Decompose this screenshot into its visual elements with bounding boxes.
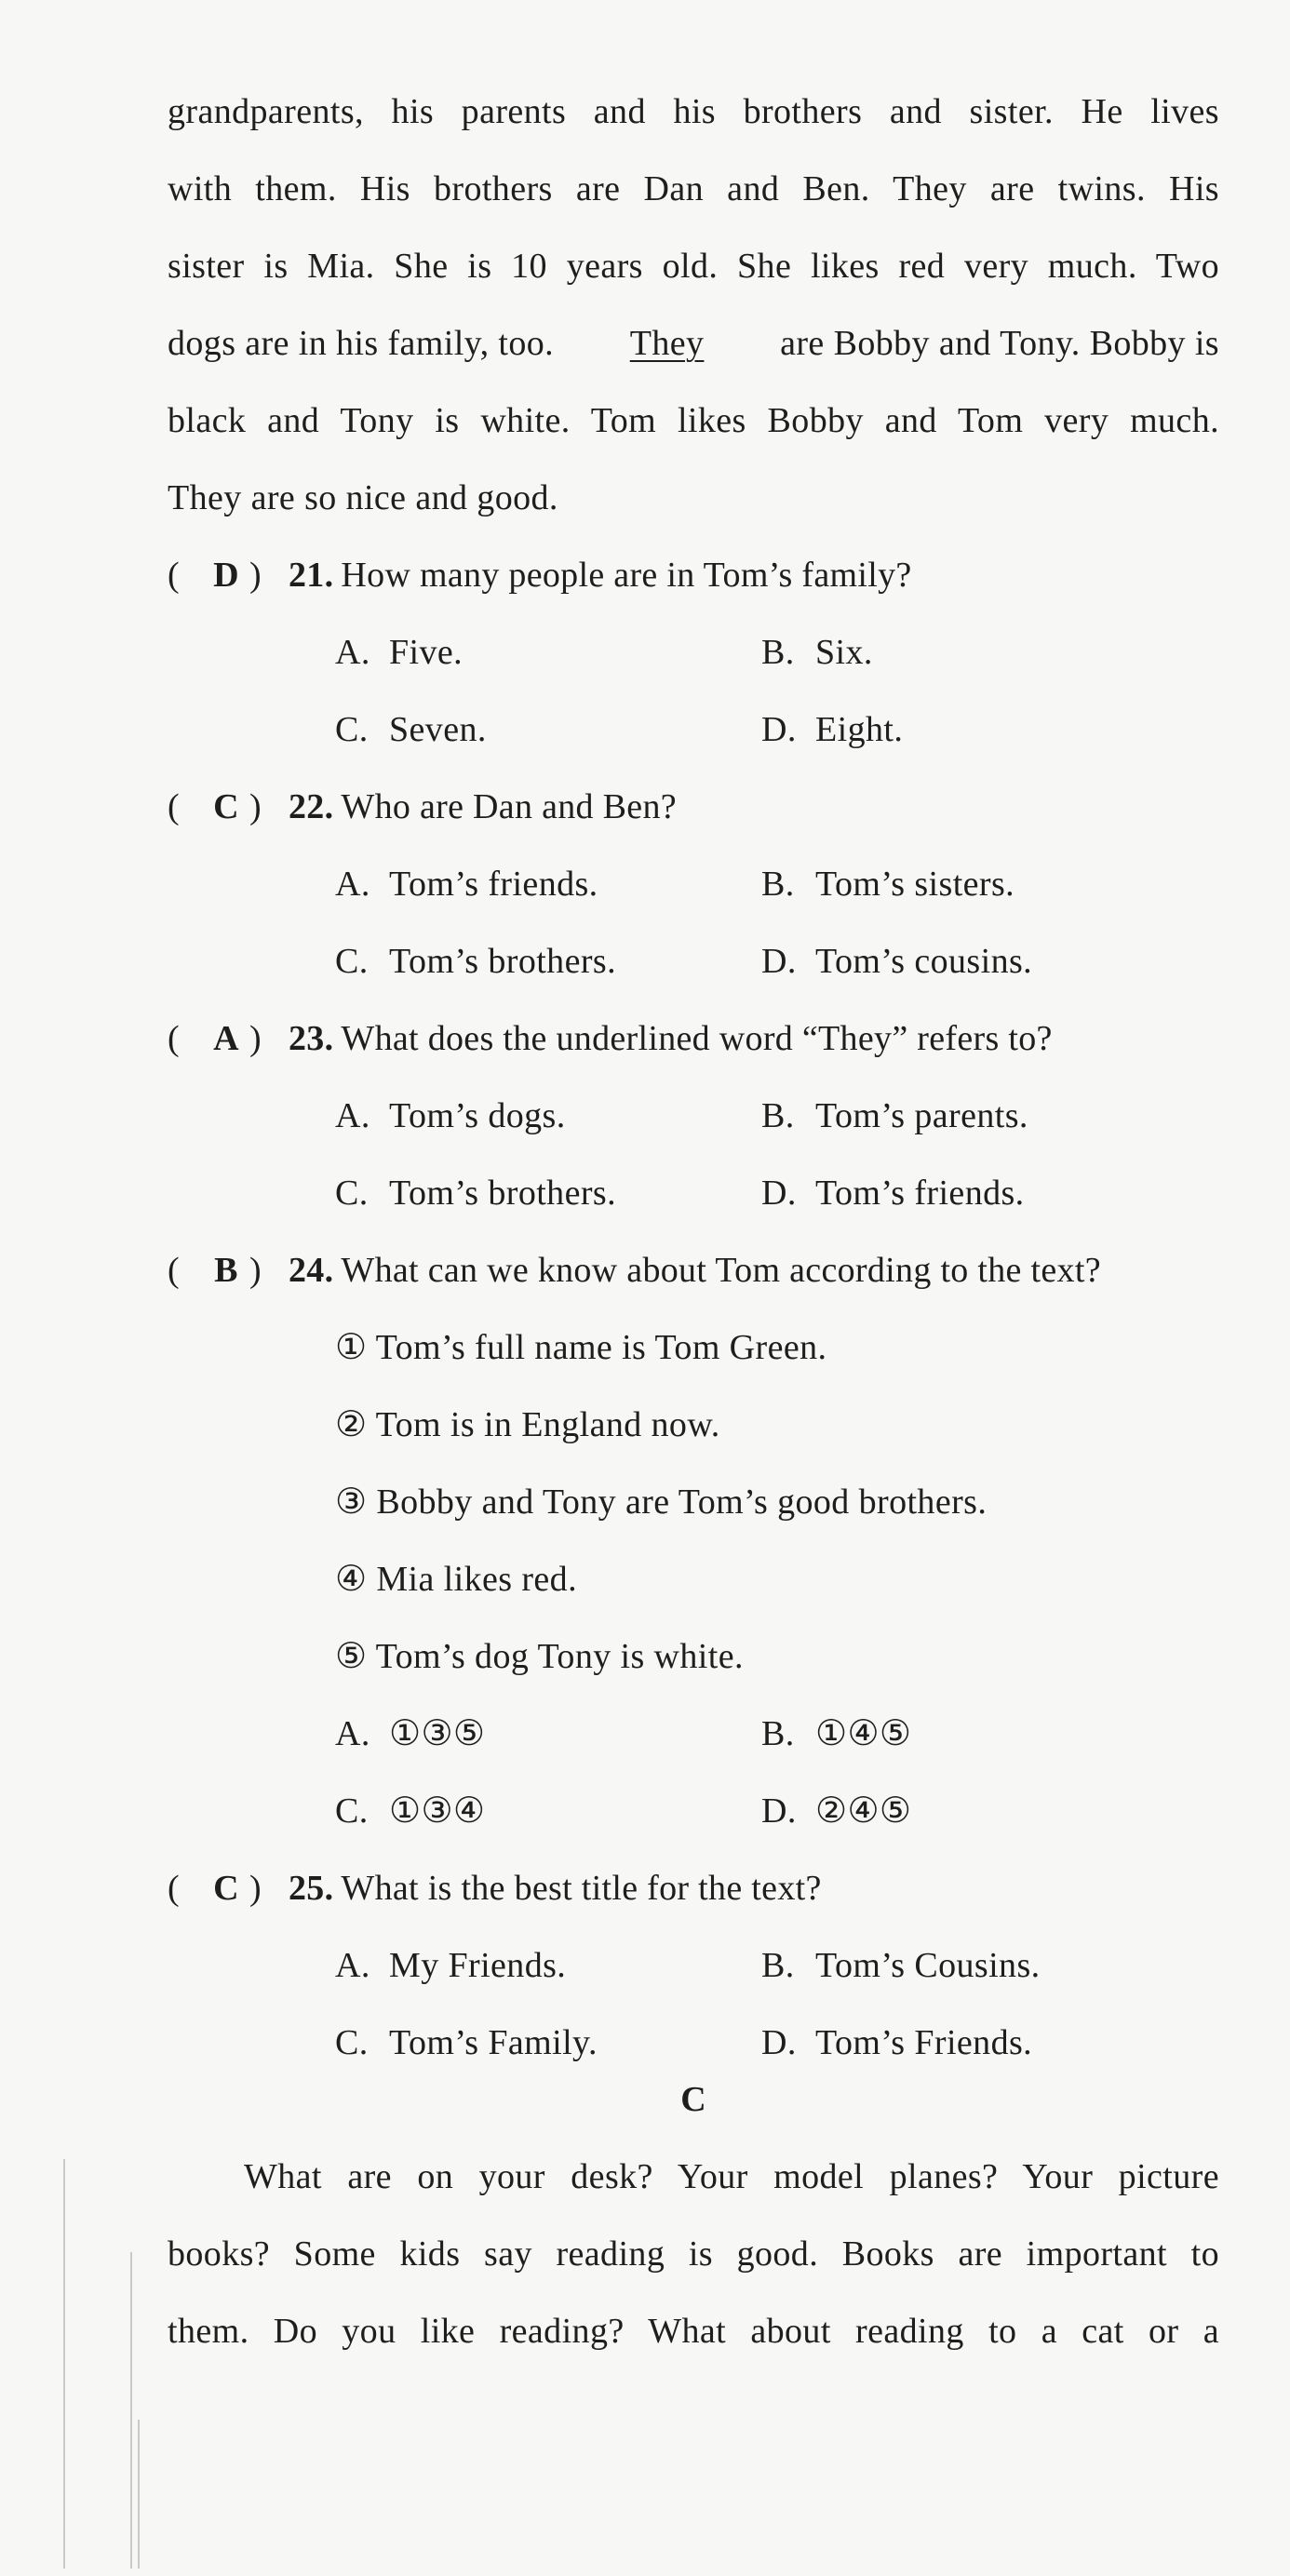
option-key: C. <box>335 1174 369 1213</box>
option-d <box>761 2020 1032 2065</box>
scan-margin-line <box>63 2159 65 2569</box>
answer-letter: C <box>213 1869 239 1908</box>
passage-line: black and Tony is white. Tom likes Bobby and Tom very much. <box>168 401 1219 440</box>
option-d <box>761 707 903 752</box>
question-24 <box>168 1248 1101 1293</box>
question-number: 25. <box>289 1869 334 1908</box>
answer-bracket <box>168 1248 289 1293</box>
option-key: A. <box>335 865 370 904</box>
statement-3: ③ Bobby and Tony are Tom’s good brothers. <box>335 1483 988 1522</box>
option-key: D. <box>761 1174 797 1213</box>
option-b <box>761 862 1015 906</box>
option-key: B. <box>761 865 795 904</box>
option-key: D. <box>761 942 797 981</box>
option-text: Tom’s cousins. <box>815 942 1033 981</box>
option-text: My Friends. <box>389 1946 567 1985</box>
option-text: Tom’s sisters. <box>815 865 1015 904</box>
question-number: 21. <box>289 556 334 595</box>
passage-line: What are on your desk? Your model planes? Your picture <box>244 2157 1219 2196</box>
option-c <box>335 1171 616 1215</box>
bracket-open: ( <box>168 787 180 826</box>
question-25 <box>168 1866 822 1911</box>
option-a <box>335 1711 485 1756</box>
option-key: A. <box>335 1714 370 1753</box>
answer-letter: A <box>213 1019 239 1058</box>
option-text: ②④⑤ <box>815 1791 912 1831</box>
passage-line: with them. His brothers are Dan and Ben. They are twins. His <box>168 169 1219 208</box>
question-number: 22. <box>289 787 334 826</box>
option-c <box>335 2020 598 2065</box>
scan-margin-line <box>130 2252 132 2569</box>
answer-letter: D <box>213 556 239 595</box>
passage-segment: are Bobby and Tony. Bobby is <box>780 324 1219 363</box>
option-key: D. <box>761 1791 797 1831</box>
question-number: 23. <box>289 1019 334 1058</box>
question-number: 24. <box>289 1251 334 1290</box>
option-text: Tom’s brothers. <box>389 1174 616 1213</box>
option-key: C. <box>335 2023 369 2062</box>
question-text: What does the underlined word “They” refers to? <box>341 1019 1053 1058</box>
bracket-open: ( <box>168 1869 180 1908</box>
option-key: C. <box>335 1791 369 1831</box>
option-text: Tom’s Cousins. <box>815 1946 1041 1985</box>
option-text: Tom’s dogs. <box>389 1096 566 1135</box>
option-d <box>761 1171 1025 1215</box>
option-a <box>335 1943 566 1988</box>
passage-line: books? Some kids say reading is good. Books are important to <box>168 2234 1219 2274</box>
option-text: ①④⑤ <box>815 1714 912 1753</box>
option-text: Tom’s brothers. <box>389 942 616 981</box>
question-text: What can we know about Tom according to the text? <box>341 1251 1101 1290</box>
question-text: What is the best title for the text? <box>341 1869 822 1908</box>
option-b <box>761 1093 1028 1138</box>
statement-1: ① Tom’s full name is Tom Green. <box>335 1328 827 1367</box>
option-text: Six. <box>815 633 873 672</box>
option-key: B. <box>761 1096 795 1135</box>
option-key: C. <box>335 710 369 749</box>
question-21 <box>168 553 912 597</box>
bracket-open: ( <box>168 1019 180 1058</box>
passage-line: sister is Mia. She is 10 years old. She likes red very much. Two <box>168 247 1219 286</box>
question-text: How many people are in Tom’s family? <box>341 556 912 595</box>
question-text: Who are Dan and Ben? <box>341 787 677 826</box>
passage-line: them. Do you like reading? What about reading to a cat or a <box>168 2312 1219 2351</box>
answer-bracket <box>168 553 289 597</box>
option-key: A. <box>335 1096 370 1135</box>
statement-5: ⑤ Tom’s dog Tony is white. <box>335 1637 744 1676</box>
option-key: B. <box>761 633 795 672</box>
option-text: ①③⑤ <box>389 1714 486 1753</box>
answer-letter: C <box>213 787 239 826</box>
question-23 <box>168 1016 1053 1061</box>
option-text: Eight. <box>815 710 904 749</box>
answer-bracket <box>168 1016 289 1061</box>
option-d <box>761 939 1032 984</box>
option-a <box>335 862 598 906</box>
option-text: Tom’s Family. <box>389 2023 598 2062</box>
option-text: Tom’s friends. <box>389 865 598 904</box>
passage-line-with-underline <box>168 321 1219 366</box>
statement-4: ④ Mia likes red. <box>335 1560 577 1599</box>
scan-margin-line <box>138 2420 140 2569</box>
passage-line: They are so nice and good. <box>168 478 558 517</box>
section-heading: C <box>680 2080 706 2119</box>
option-a <box>335 630 463 675</box>
option-key: B. <box>761 1714 795 1753</box>
passage-line: grandparents, his parents and his brothers and sister. He lives <box>168 92 1219 131</box>
option-b <box>761 1943 1041 1988</box>
option-text: Tom’s friends. <box>815 1174 1025 1213</box>
option-text: Tom’s Friends. <box>815 2023 1033 2062</box>
question-22 <box>168 785 677 829</box>
option-text: Seven. <box>389 710 487 749</box>
option-text: Five. <box>389 633 464 672</box>
option-d <box>761 1789 911 1833</box>
passage-segment: dogs are in his family, too. <box>168 324 555 363</box>
statement-2: ② Tom is in England now. <box>335 1405 720 1444</box>
bracket-close: ) <box>249 556 262 595</box>
bracket-open: ( <box>168 556 180 595</box>
option-key: B. <box>761 1946 795 1985</box>
option-key: A. <box>335 1946 370 1985</box>
bracket-open: ( <box>168 1251 180 1290</box>
answer-bracket <box>168 1866 289 1911</box>
option-a <box>335 1093 566 1138</box>
option-key: D. <box>761 2023 797 2062</box>
bracket-close: ) <box>249 1251 262 1290</box>
underlined-word-they: They <box>629 324 705 363</box>
option-key: D. <box>761 710 797 749</box>
option-c <box>335 939 616 984</box>
option-b <box>761 1711 911 1756</box>
option-key: A. <box>335 633 370 672</box>
option-c <box>335 1789 485 1833</box>
option-text: ①③④ <box>389 1791 486 1831</box>
bracket-close: ) <box>249 787 262 826</box>
option-c <box>335 707 487 752</box>
option-text: Tom’s parents. <box>815 1096 1028 1135</box>
bracket-close: ) <box>249 1019 262 1058</box>
option-key: C. <box>335 942 369 981</box>
answer-letter: B <box>214 1251 238 1290</box>
bracket-close: ) <box>249 1869 262 1908</box>
answer-bracket <box>168 785 289 829</box>
option-b <box>761 630 873 675</box>
